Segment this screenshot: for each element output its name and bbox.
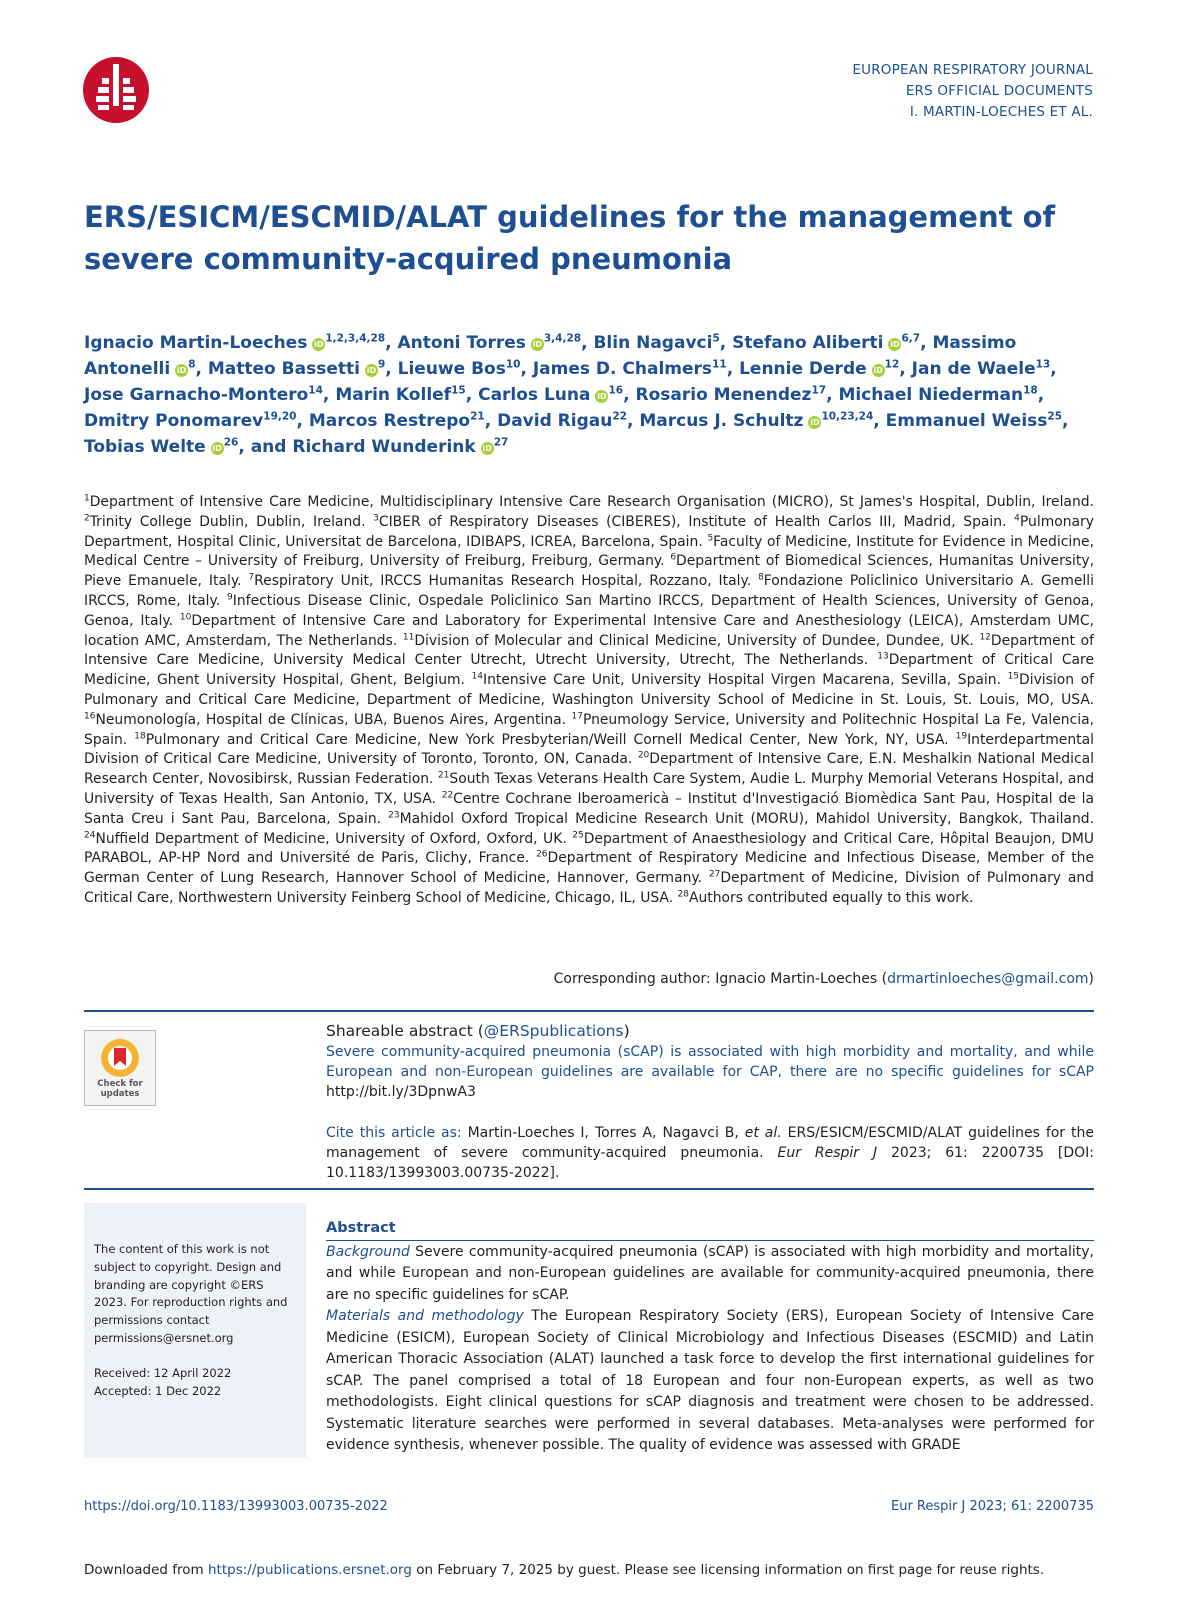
affiliation-number: 1 [84,493,90,504]
accepted-date: Accepted: 1 Dec 2022 [94,1383,222,1398]
affiliation-text: Department of Intensive Care and Laboratory for Experimental Intensive Care and Anesthesiology (LEICA), Amsterdam UMC, location AMC, Amsterdam, The Netherlands. [84,612,1095,649]
corresponding-email[interactable]: drmartinloeches@gmail.com [887,971,1089,987]
author-affiliation-ref: 19,20 [263,410,297,423]
affiliation-text: Pneumology Service, University and Politechnic Hospital La Fe, Valencia, Spain. [84,711,1094,748]
affiliation-number: 21 [437,770,450,781]
affiliation-text: Neumonología, Hospital de Clínicas, UBA, Buenos Aires, Argentina. [95,711,567,728]
affiliation-text: Department of Respiratory Medicine and Infectious Disease, Member of the German Center of Lung Research, Hannover School of Medicine, Hannover, Germany. [84,850,1094,887]
affiliation-text: Department of Biomedical Sciences, Humanitas University, Pieve Emanuele, Italy. [84,553,1094,590]
author-affiliation-ref: 14 [308,384,323,397]
abstract-methods: Materials and methodology The European Respiratory Society (ERS), European Society of Intensive Care Medicine (ESICM), European Society of Clinical Microbiology and Infectious Diseases (ESCMID) and Latin American Thoracic Association (ALAT) launched a task force to develop the first international guidelines for sCAP. The panel comprised a total of 18 European and four non-European experts, as well as two methodologists. Eight clinical questions for sCAP diagnosis and treatment were chosen to be addressed. Systematic literature searches were performed in several databases. Meta-analyses were performed for evidence synthesis, whenever possible. The quality of evidence was assessed with GRADE [326,1308,1094,1453]
orcid-icon[interactable]: iD [176,366,187,375]
affiliation-text: Nuffield Department of Medicine, University of Oxford, Oxford, UK. [95,830,567,847]
affiliation-number: 27 [708,869,721,880]
affiliation-text: Infectious Disease Clinic, Ospedale Policlinico San Martino IRCCS, Department of Health Sciences, University of Genoa, Genoa, Italy. [84,592,1094,629]
author-affiliation-ref: 27 [493,436,509,449]
affiliation-number: 28 [677,889,689,900]
shareable-heading: Shareable abstract (@ERSpublications) [326,1022,630,1040]
orcid-icon[interactable]: iD [810,418,820,427]
section-name: ERS OFFICIAL DOCUMENTS [905,83,1093,99]
affiliation-number: 11 [402,631,415,642]
affiliation-text: South Texas Veterans Health Care System, Audie L. Murphy Memorial Veterans Hospital, and University of Texas Health, San Antonio, TX, USA. [84,771,1095,807]
author-affiliation-ref: 16 [608,384,624,397]
footer-doi-link[interactable]: https://doi.org/10.1183/13993003.00735-2022 [84,1499,388,1514]
affiliation-text: Fondazione Policlinico Universitario A. Gemelli IRCCS, Rome, Italy. [84,573,1094,609]
abstract-background: Background Severe community-acquired pneumonia (sCAP) is associated with high morbidity and mortality, and while European and non-European guidelines are available for community-acquired pneumonia, there are no specific guidelines for sCAP. [326,1243,1094,1303]
affiliation-text: CIBER of Respiratory Diseases (CIBERES), Institute of Health Carlos III, Madrid, Spain. [378,513,1007,530]
affiliation-text: Department of Anaesthesiology and Critical Care, Hôpital Beaujon, DMU PARABOL, AP-HP Nord and Université de Paris, Clichy, France. [84,830,1095,867]
author-affiliation-ref: 21 [470,410,485,423]
affiliation-list [84,493,1094,909]
author-name: Marcos Restrepo [308,411,471,431]
affiliation-text: Intensive Care Unit, University Hospital Virgen Macarena, Sevilla, Spain. [482,672,1001,689]
author-affiliation-ref: 10 [505,358,521,371]
orcid-icon[interactable]: iD [532,340,543,349]
affiliation-number: 2 [84,513,90,524]
affiliation-text: Department of Intensive Care Medicine, Multidisciplinary Intensive Care Research Organisation (MICRO), St James's Hospital, Dublin, Ireland. [89,494,1094,510]
shareable-url[interactable]: http://bit.ly/3DpnwA3 [326,1084,476,1100]
author-name: Richard Wunderink [292,437,476,457]
author-affiliation-ref: 11 [712,358,727,371]
journal-name: EUROPEAN RESPIRATORY JOURNAL [852,62,1093,78]
affiliation-text: Mahidol Oxford Tropical Medicine Research Unit (MORU), Mahidol University, Bangkok, Thailand. [399,810,1094,827]
author-affiliation-ref: 12 [884,358,900,371]
orcid-icon[interactable]: iD [890,340,900,349]
publisher-link[interactable]: https://publications.ersnet.org [207,1562,412,1578]
author-name: Tobias Welte [84,437,206,457]
author-name: Lennie Derde [739,359,867,379]
copyright-notice: The content of this work is not subject to copyright. Design and branding are copyright ©ERS 2023. For reproduction rights and permissions contact permissions@ersnet.org [94,1242,288,1345]
author-affiliation-ref: 26 [223,436,239,449]
affiliation-text: Pulmonary and Critical Care Medicine, New York Presbyterian/Weill Cornell Medical Center, New York, NY, USA. [145,731,949,748]
orcid-icon[interactable]: iD [314,340,324,349]
author-affiliation-ref: 18 [1023,384,1038,397]
running-header [852,60,1093,123]
affiliation-text: Department of Critical Care Medicine, Ghent University Hospital, Ghent, Belgium. [84,652,1094,689]
author-name: Antoni Torres [397,333,526,353]
author-name: Rosario Menendez [635,385,812,405]
divider [84,1010,1094,1012]
author-affiliation-ref: 3,4,28 [543,332,582,345]
received-date: Received: 12 April 2022 [94,1365,232,1380]
affiliation-text: Department of Intensive Care, E.N. Meshalkin National Medical Research Center, Novosibirsk, Russian Federation. [84,751,1094,788]
affiliation-number: 23 [388,810,400,821]
affiliation-number: 12 [979,631,991,642]
author-name: Emmanuel Weiss [885,411,1048,431]
affiliation-number: 18 [134,730,146,741]
author-name: Marin Kollef [335,385,452,405]
ers-lung-logo [82,56,150,124]
orcid-icon[interactable]: iD [212,444,222,453]
affiliation-number: 8 [758,572,764,583]
cite-label: Cite this article as: [326,1125,462,1141]
article-title: ERS/ESICM/ESCMID/ALAT guidelines for the management of severe community-acquired pneumonia [84,200,1056,276]
author-name: Matteo Bassetti [207,359,360,379]
author-affiliation-ref: 25 [1047,410,1063,423]
check-for-updates-badge[interactable] [84,1030,156,1106]
author-name: Jose Garnacho-Montero [84,385,309,405]
affiliation-number: 22 [441,790,454,801]
affiliation-text: Division of Pulmonary and Critical Care Medicine, Department of Medicine, Washington University School of Medicine in St. Louis, St. Louis, MO, USA. [84,672,1095,708]
author-affiliation-ref: 8 [188,358,196,371]
affiliation-number: 14 [471,671,483,682]
affiliation-text: Faculty of Medicine, Institute for Evidence in Medicine, Medical Centre – University of Freiburg, University of Freiburg, Freiburg, Germany. [84,533,1094,570]
author-name: Ignacio Martin-Loeches [84,333,308,353]
author-and: and [250,437,293,457]
author-name: David Rigau [497,411,613,431]
affiliation-number: 17 [571,711,583,722]
affiliation-text: Department of Medicine, Division of Pulmonary and Critical Care, Northwestern University Feinberg School of Medicine, Chicago, IL, USA. [84,870,1094,906]
author-affiliation-ref: 9 [377,358,386,371]
affiliation-number: 4 [1014,513,1020,524]
author-affiliation-ref: 5 [712,332,720,345]
affiliation-number: 15 [1007,671,1020,682]
author-name: Jan de Waele [911,359,1036,379]
author-name: James D. Chalmers [532,359,713,379]
affiliation-number: 20 [637,750,650,761]
affiliation-number: 9 [227,592,233,603]
author-name: Lieuwe Bos [397,359,506,379]
author-affiliation-ref: 10,23,24 [821,410,874,423]
author-affiliation-ref: 6,7 [901,332,921,345]
affiliation-text: Division of Molecular and Clinical Medicine, University of Dundee, Dundee, UK. [414,632,974,649]
author-name: Michael Niederman [838,385,1024,405]
author-list: Ignacio Martin-Loeches iD$^{1,2,3,4,28}$, Antoni Torres iD$^{3,4,28}$, Blin Nagavci$^5$, Stefano Aliberti iD$^{6,7}$, Massimo Antonelli $iD^8$, Matteo Bassetti $iD^9$, Lieuwe Bos$^{10}$, James D. Chalmers$^{11}$, Lennie Derde $iD^{12}$, Jan de Waele$^{13}$, Jose Garnacho-Montero$^{14}$, Marin Kollef$^{15}$, Carlos Luna $iD^{16}$, Rosario Menendez$^{17}$, Michael Niederman$^{18}$, Dmitry Ponomarev$^{19,20}$, Marcos Restrepo$^{21}$, David Rigau$^{22}$, Marcus J. Schultz iD$^{10,23,24}$, Emmanuel Weiss$^{25}$, Tobias Welte $iD^{26}$, and Richard Wunderink $iD^{27}$ [84,332,1069,457]
affiliation-text: Trinity College Dublin, Dublin, Ireland. [89,513,366,530]
check-updates-icon [85,1031,155,1105]
badge-line2: updates [100,1089,140,1099]
affiliation-text: Centre Cochrane Iberoamericà – Institut d'Investigació Biomèdica Sant Pau, Hospital de la Santa Creu i Sant Pau, Barcelona, Spain. [84,790,1094,827]
running-author: I. MARTIN-LOECHES ET AL. [909,104,1093,120]
affiliation-number: 3 [373,513,379,524]
author-name: Dmitry Ponomarev [84,411,264,431]
cite-this-article: Cite this article as: Martin-Loeches I, Torres A, Nagavci B, et al. ERS/ESICM/ESCMID/ALAT guidelines for the management of severe community-acquired pneumonia. Eur Respir J 2023; 61: 2200735 [DOI: 10.1183/13993003.00735-2022]. [326,1125,1095,1181]
affiliation-text: Interdepartmental Division of Critical Care Medicine, University of Toronto, Toronto, ON, Canada. [84,731,1094,768]
affiliation-number: 10 [179,612,192,623]
author-affiliation-ref: 1,2,3,4,28 [325,332,386,345]
affiliation-text: Pulmonary Department, Hospital Clinic, Universitat de Barcelona, IDIBAPS, ICREA, Barcelona, Spain. [84,513,1094,550]
author-name: Marcus J. Schultz [639,411,804,431]
corresponding-author: Corresponding author: Ignacio Martin-Loeches (drmartinloeches@gmail.com) [553,971,1094,987]
author-affiliation-ref: 22 [612,410,627,423]
affiliation-number: 19 [955,730,968,741]
divider [84,1188,1094,1190]
affiliation-number: 26 [536,849,548,860]
copyright-sidebar [84,1203,306,1458]
download-notice: Downloaded from https://publications.ersnet.org on February 7, 2025 by guest. Please see licensing information on first page for reuse rights. [84,1562,1045,1578]
methods-label: Materials and methodology [326,1308,524,1324]
abstract-rule [326,1240,1094,1241]
orcid-icon[interactable]: iD [597,392,607,401]
author-name: Carlos Luna [478,385,591,405]
affiliation-number: 13 [877,651,889,662]
affiliation-number: 5 [707,532,714,543]
shareable-text: Severe community-acquired pneumonia (sCAP) is associated with high morbidity and mortality, and while European and non-European guidelines are available for CAP, there are no specific guidelines for sCAP http://bit.ly/3DpnwA3 [326,1044,1094,1100]
orcid-icon[interactable]: iD [482,444,492,453]
affiliation-text: Authors contributed equally to this work. [689,889,974,906]
author-name: Massimo Antonelli [84,333,1017,379]
author-affiliation-ref: 13 [1035,358,1051,371]
orcid-icon[interactable]: iD [873,366,883,375]
background-label: Background [326,1243,410,1260]
affiliation-number: 25 [572,829,584,840]
affiliation-number: 16 [84,711,96,722]
author-affiliation-ref: 17 [811,384,827,397]
shareable-abstract [326,1021,1094,1102]
author-affiliation-ref: 15 [451,384,466,397]
badge-line1: Check for [97,1079,143,1089]
footer-citation: Eur Respir J 2023; 61: 2200735 [890,1499,1094,1514]
affiliation-number: 6 [670,552,677,563]
abstract-heading: Abstract [326,1220,396,1236]
affiliation-text: Respiratory Unit, IRCCS Humanitas Research Hospital, Rozzano, Italy. [254,573,752,590]
author-name: Stefano Aliberti [732,333,884,353]
abstract [326,1218,1094,1457]
affiliation-number: 24 [84,829,96,840]
author-name: Blin Nagavci [593,333,713,353]
affiliation-text: Department of Intensive Care Medicine, University Medical Center Utrecht, Utrecht University, Utrecht, The Netherlands. [84,632,1094,669]
orcid-icon[interactable]: iD [366,366,377,375]
ers-handle-link[interactable]: @ERSpublications [483,1022,624,1040]
affiliation-number: 7 [248,572,255,583]
